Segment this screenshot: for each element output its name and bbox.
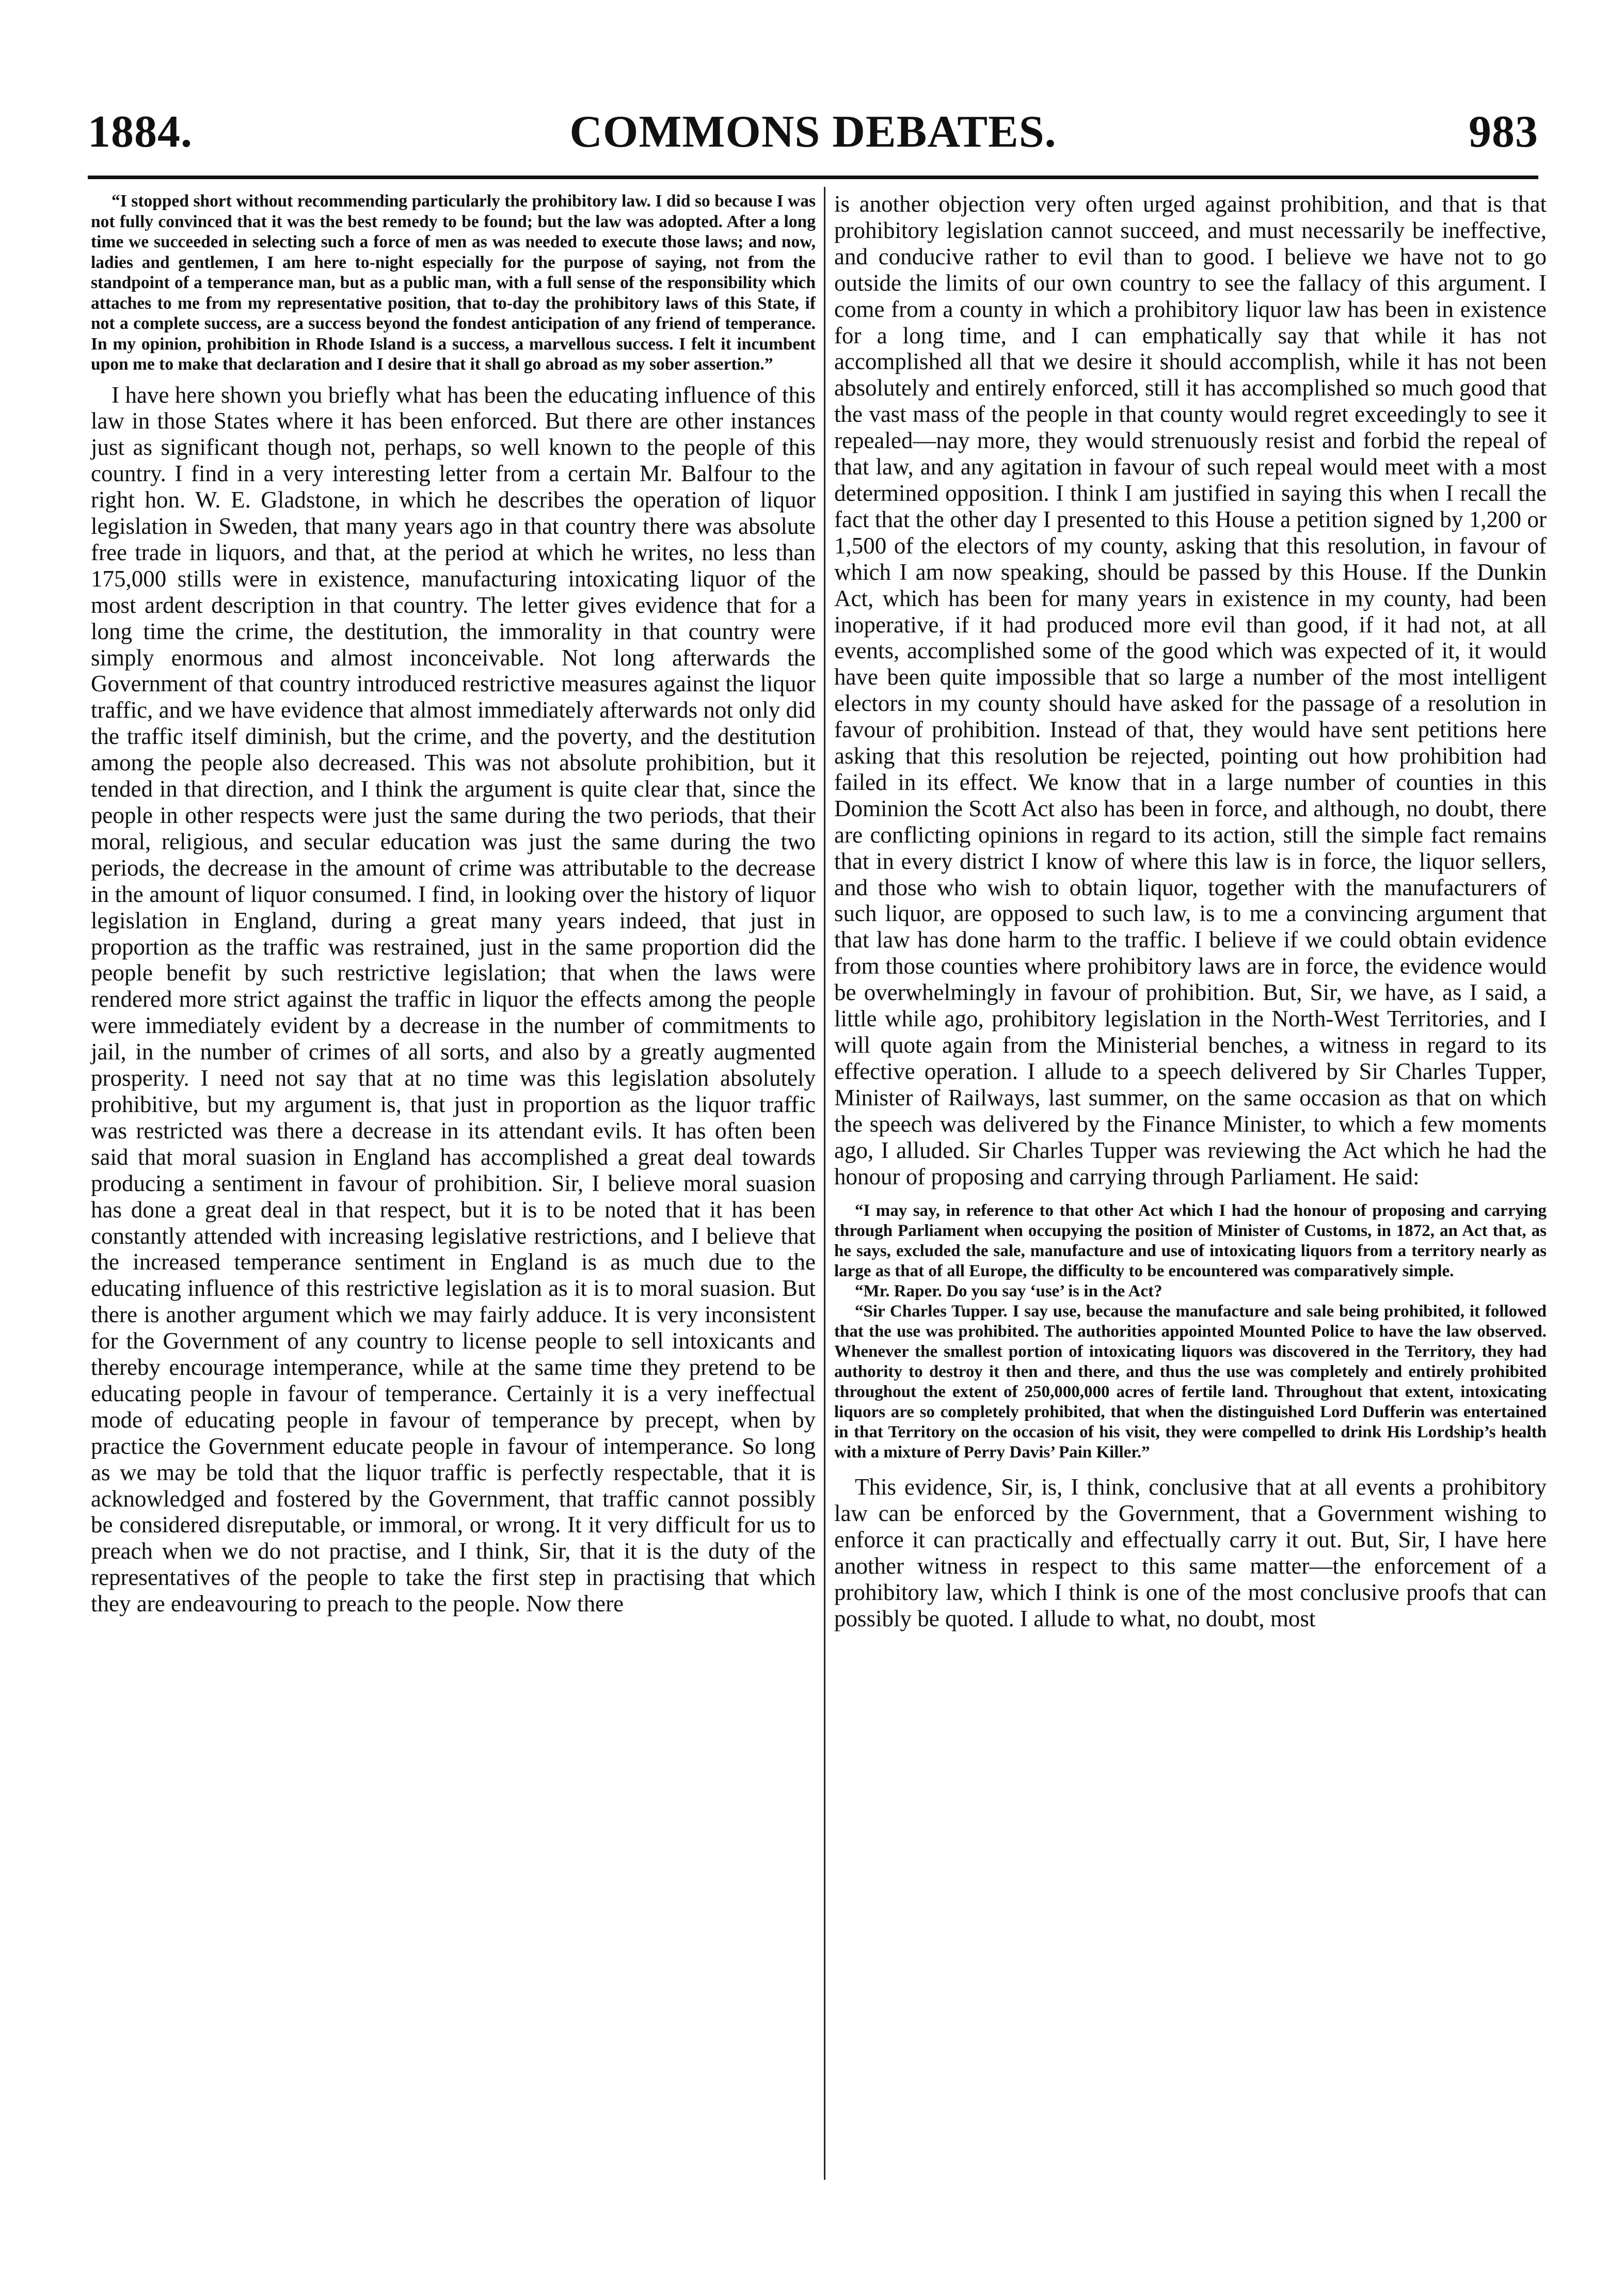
- header-page-number: 983: [1469, 107, 1538, 157]
- header-title: COMMONS DEBATES.: [569, 107, 1057, 157]
- right-quote-3: “Sir Charles Tupper. I say use, because the manufacture and sale being prohibited, it followed that the use was prohibited. The authorities appointed Mounted Police to have the law observed. Whenever the smallest portion of intoxicating liquors was discovered in the Territory, they had authority to destroy it then and there, and thus the use was completely and entirely prohibited throughout the extent of 250,000,000 acres of fertile land. Throughout that extent, intoxicating liquors are so completely prohibited, that when the distinguished Lord Dufferin was entertained in that Territory on the occasion of his visit, they were compelled to drink His Lordship’s health with a mixture of Perry Davis’ Pain Killer.”: [834, 1302, 1547, 1462]
- header-rule: [88, 176, 1538, 179]
- left-column: [91, 191, 816, 1617]
- page-header: [88, 101, 1538, 173]
- right-closing-paragraph: This evidence, Sir, is, I think, conclusive that at all events a prohibitory law can be enforced by the Government, that a Government wishing to enforce it can practically and effectually carry it out. But, Sir, I have here another witness in respect to this same matter—the enforcement of a prohibitory law, which I think is one of the most conclusive proofs that can possibly be quoted. I allude to what, no doubt, most: [834, 1474, 1547, 1631]
- right-quote-2: “Mr. Raper. Do you say ‘use’ is in the Act?: [855, 1282, 1163, 1301]
- column-divider: [824, 187, 825, 2180]
- right-paragraph: is another objection very often urged against prohibition, and that is that prohibitory legislation cannot succeed, and must necessarily be ineffective, and conducive rather to evil than to good. I believe we have not to go outside the limits of our own country to see the fallacy of this argument. I come from a county in which a prohibitory liquor law has been in existence for a long time, and I can emphatically say that while it has not accomplished all that we desire it should accomplish, while it has not been absolutely and entirely enforced, still it has accomplished so much good that the vast mass of the people in that county would regret exceedingly to see it repealed—nay more, they would strenuously resist and forbid the repeal of that law, and any agitation in favour of such repeal would meet with a most determined opposition. I think I am justified in saying this when I recall the fact that the other day I presented to this House a petition signed by 1,200 or 1,500 of the electors of my county, asking that this resolution, in favour of which I am now speaking, should be passed by this House. If the Dunkin Act, which has been for many years in existence in my county, had been inoperative, if it had produced more evil than good, if it had not, at all events, accomplished some of the good which was expected of it, it would have been quite impossible that so large a number of the most intelligent electors in my county should have asked for the passage of a resolution in favour of prohibition. Instead of that, they would have sent petitions here asking that this resolution be rejected, pointing out how prohibition had failed in its effect. We know that in a large number of counties in this Dominion the Scott Act also has been in force, and although, no doubt, there are conflicting opinions in regard to its action, still the simple fact remains that in every district I know of where this law is in force, the liquor sellers, and those who wish to obtain liquor, together with the manufacturers of such liquor, are opposed to such law, is to me a convincing argument that that law has done harm to the traffic. I believe if we could obtain evidence from those counties where prohibitory laws are in force, the evidence would be overwhelmingly in favour of prohibition. But, Sir, we have, as I said, a little while ago, prohibitory legislation in the North-West Territories, and I will quote again from the Ministerial benches, a witness in regard to its effective operation. I allude to a speech delivered by Sir Charles Tupper, Minister of Railways, last summer, on the same occasion as that on which the speech was delivered by the Finance Minister, to which a few moments ago, I alluded. Sir Charles Tupper was reviewing the Act which he had the honour of proposing and carrying through Parliament. He said:: [834, 191, 1547, 1190]
- right-column: [834, 191, 1547, 1632]
- left-paragraph: I have here shown you briefly what has been the educating influence of this law in those States where it has been enforced. But there are other instances just as significant though not, perhaps, so well known to the people of this country. I find in a very interesting letter from a certain Mr. Balfour to the right hon. W. E. Gladstone, in which he describes the operation of liquor legislation in Sweden, that many years ago in that country there was absolute free trade in liquors, and that, at the period at which he writes, no less than 175,000 stills were in existence, manufacturing intoxicating liquor of the most ardent description in that country. The letter gives evidence that for a long time the crime, the destitution, the immorality in that country were simply enormous and almost inconceivable. Not long afterwards the Government of that country introduced restrictive measures against the liquor traffic, and we have evidence that almost immediately afterwards not only did the traffic itself diminish, but the crime, and the poverty, and the destitution among the people also decreased. This was not absolute prohibition, but it tended in that direction, and I think the argument is quite clear that, since the people in other respects were just the same during the two periods, that their moral, religious, and secular education was just the same during the two periods, the decrease in the amount of crime was attributable to the decrease in the amount of liquor consumed. I find, in looking over the history of liquor legislation in England, during a great many years indeed, that just in proportion as the traffic was restrained, just in the same proportion did the people benefit by such restrictive legislation; that when the laws were rendered more strict against the traffic in liquor the effects among the people were immediately evident by a decrease in the number of commitments to jail, in the number of crimes of all sorts, and also by a greatly augmented prosperity. I need not say that at no time was this legislation absolutely prohibitive, but my argument is, that just in proportion as the liquor traffic was restricted was there a decrease in its attendant evils. It has often been said that moral suasion in England has accomplished a great deal towards producing a sentiment in favour of prohibition. Sir, I believe moral suasion has done a great deal in that respect, but it is to be noted that it has been constantly attended with increasing legislative restrictions, and I believe that the increased temperance sentiment in England is as much due to the educating influence of this restrictive legislation as it is to moral suasion. But there is another argument which we may fairly adduce. It is very inconsistent for the Government of any country to license people to sell intoxicants and thereby encourage intemperance, while at the same time they pretend to be educating people in favour of temperance. Certainly it is a very ineffectual mode of educating people in favour of temperance by precept, when by practice the Government educate people in favour of intemperance. So long as we may be told that the liquor traffic is perfectly respectable, that it is acknowledged and fostered by the Government, that traffic cannot possibly be considered disreputable, or immoral, or wrong. It it very difficult for us to preach when we do not practise, and I think, Sir, that it is the duty of the representatives of the people to take the first step in practising that which they are endeavouring to preach to the people. Now there: [91, 382, 816, 1617]
- right-quote-1: “I may say, in reference to that other Act which I had the honour of proposing and carrying through Parliament when occupying the position of Minister of Customs, in 1872, an Act that, as he says, excluded the sale, manufacture and use of intoxicating liquors from a territory nearly as large as that of all Europe, the difficulty to be encountered was comparatively simple.: [834, 1201, 1547, 1281]
- header-year: 1884.: [88, 107, 193, 157]
- left-quote: “I stopped short without recommending particularly the prohibitory law. I did so because I was not fully convinced that it was the best remedy to be found; but the law was adopted. After a long time we succeeded in selecting such a force of men as was needed to execute those laws; and now, ladies and gentlemen, I am here to-night especially for the purpose of saying, not from the standpoint of a temperance man, but as a public man, with a full sense of the responsibility which attaches to me from my representative position, that to-day the prohibitory laws of this State, if not a complete success, are a success beyond the fondest anticipation of any friend of temperance. In my opinion, prohibition in Rhode Island is a success, a marvellous success. I felt it incumbent upon me to make that declaration and I desire that it shall go abroad as my sober assertion.”: [91, 192, 816, 374]
